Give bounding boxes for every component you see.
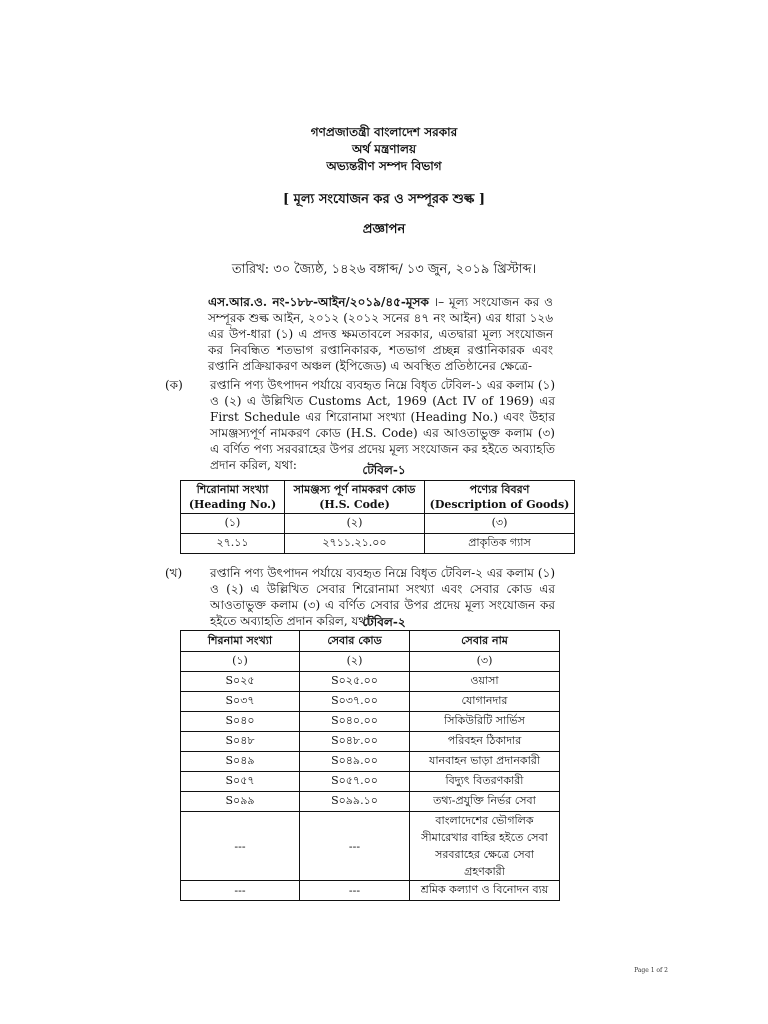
table-header: সেবার নাম	[410, 631, 560, 652]
table2	[180, 630, 560, 901]
table-cell: S০৪৯.০০	[300, 752, 410, 772]
table-cell: S০৯৯	[181, 792, 300, 812]
table-cell: S০৫৭.০০	[300, 772, 410, 792]
page-number: Page 1 of 2	[634, 967, 668, 974]
table-cell: বিদ্যুৎ বিতরণকারী	[410, 772, 560, 792]
table-cell: S০৪৮	[181, 732, 300, 752]
table-header: শিরোনামা সংখ্যা (Heading No.)	[181, 481, 285, 514]
table1	[180, 480, 575, 554]
table-row	[181, 692, 560, 712]
intro-text: ।– মূল্য সংযোজন কর ও সম্পূরক শুল্ক আইন, ২০১২ (২০১২ সনের ৪৭ নং আইন) এর ধারা ১২৬ এর উপ-ধারা (১) এ প্রদত্ত ক্ষমতাবলে সরকার, এতদ্বারা মূল্য সংযোজন কর নিবন্ধিত শতভাগ রপ্তানিকারক, শতভাগ প্রচ্ছন্ন রপ্তানিকারক এবং রপ্তানি প্রক্রিয়াকরণ অঞ্চল (ইপিজেড) এ অবস্থিত প্রতিষ্ঠানের ক্ষেত্রে-	[208, 295, 554, 373]
table-header-row	[181, 481, 575, 514]
table-header: শিরনামা সংখ্যা	[181, 631, 300, 652]
table-header: সেবার কোড	[300, 631, 410, 652]
table-row	[181, 712, 560, 732]
table-cell: সিকিউরিটি সার্ভিস	[410, 712, 560, 732]
clause-ka-text: রপ্তানি পণ্য উৎপাদন পর্যায়ে ব্যবহৃত নিম্নে বিধৃত টেবিল-১ এর কলাম (১) ও (২) এ উল্লিখিত Customs Act, 1969 (Act IV of 1969) এর First Schedule এর শিরোনামা সংখ্যা (Heading No.) এবং উহার সামঞ্জস্যপূর্ণ নামকরণ কোড (H.S. Code) এর আওতাভুক্ত কলাম (৩) এ বর্ণিত পণ্য সরবরাহের উপর প্রদেয় মূল্য সংযোজন কর হইতে অব্যাহতি প্রদান করিল, যথা:	[210, 378, 555, 472]
table-cell: (২)	[300, 652, 410, 672]
table1-caption: টেবিল-১	[362, 463, 406, 477]
ministry-title: অর্থ মন্ত্রণালয়	[351, 142, 417, 156]
table2-caption: টেবিল-২	[362, 615, 406, 629]
table-row	[181, 881, 560, 901]
table-header: পণ্যের বিবরণ (Description of Goods)	[425, 481, 575, 514]
table-cell: পরিবহন ঠিকাদার	[410, 732, 560, 752]
table-cell: ---	[300, 881, 410, 901]
subject-heading: [ মূল্য সংযোজন কর ও সম্পূরক শুল্ক ]	[282, 192, 486, 207]
clause-kha-label: (খ)	[165, 566, 183, 580]
table-cell: তথ্য-প্রযুক্তি নির্ভর সেবা	[410, 792, 560, 812]
table-colnum-row	[181, 652, 560, 672]
clause-kha-text: রপ্তানি পণ্য উৎপাদন পর্যায়ে ব্যবহৃত নিম্নে বিধৃত টেবিল-২ এর কলাম (১) ও (২) এ উল্লিখিত সেবার শিরোনামা সংখ্যা এবং সেবার কোড এর আওতাভুক্ত কলাম (৩) এ বর্ণিত সেবার উপর প্রদেয় মূল্য সংযোজন কর হইতে অব্যাহতি প্রদান করিল, যথা:	[210, 566, 555, 628]
table-cell: S০৪০	[181, 712, 300, 732]
table-row	[181, 534, 575, 554]
table-cell: ---	[181, 881, 300, 901]
table-row	[181, 752, 560, 772]
table-row	[181, 732, 560, 752]
table-cell: S০৩৭.০০	[300, 692, 410, 712]
table-row	[181, 772, 560, 792]
sro-number: এস.আর.ও. নং-১৮৮-আইন/২০১৯/৪৫-মূসক	[208, 295, 429, 309]
table-cell: S০৪৮.০০	[300, 732, 410, 752]
table-cell: S০৩৭	[181, 692, 300, 712]
table-cell: S০৫৭	[181, 772, 300, 792]
table-header: সামঞ্জস্য পূর্ণ নামকরণ কোড (H.S. Code)	[285, 481, 425, 514]
table-cell: শ্রমিক কল্যাণ ও বিনোদন ব্যয়	[410, 881, 560, 901]
notice-title: প্রজ্ঞাপন	[362, 222, 406, 237]
table-cell: S০৯৯.১০	[300, 792, 410, 812]
table-cell: যানবাহন ভাড়া প্রদানকারী	[410, 752, 560, 772]
clause-ka-label: (ক)	[165, 378, 183, 392]
table-cell: (৩)	[410, 652, 560, 672]
table-row	[181, 672, 560, 692]
table-cell: (২)	[285, 514, 425, 534]
table-cell: যোগানদার	[410, 692, 560, 712]
table-cell: প্রাকৃতিক গ্যাস	[425, 534, 575, 554]
table-cell: ২৭১১.২১.০০	[285, 534, 425, 554]
table-cell: (১)	[181, 652, 300, 672]
table-header-row	[181, 631, 560, 652]
table-cell: S০২৫	[181, 672, 300, 692]
table-row	[181, 792, 560, 812]
table-cell: ওয়াসা	[410, 672, 560, 692]
intro-paragraph	[208, 294, 553, 374]
table-cell: S০৪০.০০	[300, 712, 410, 732]
table-cell: ---	[300, 812, 410, 881]
table-row	[181, 812, 560, 881]
date-line: তারিখ: ৩০ জ্যৈষ্ঠ, ১৪২৬ বঙ্গাব্দ/ ১৩ জুন, ২০১৯ খ্রিস্টাব্দ।	[231, 262, 537, 277]
table-colnum-row	[181, 514, 575, 534]
table-cell: S০৪৯	[181, 752, 300, 772]
table-cell: বাংলাদেশের ভৌগলিক সীমারেখার বাহির হইতে সেবা সরবরাহের ক্ষেত্রে সেবা গ্রহণকারী	[410, 812, 560, 881]
table-cell: (৩)	[425, 514, 575, 534]
division-title: অভ্যন্তরীণ সম্পদ বিভাগ	[326, 159, 442, 173]
table-cell: S০২৫.০০	[300, 672, 410, 692]
govt-title: গণপ্রজাতন্ত্রী বাংলাদেশ সরকার	[310, 125, 458, 139]
table-cell: ২৭.১১	[181, 534, 285, 554]
table-cell: (১)	[181, 514, 285, 534]
table-cell: ---	[181, 812, 300, 881]
